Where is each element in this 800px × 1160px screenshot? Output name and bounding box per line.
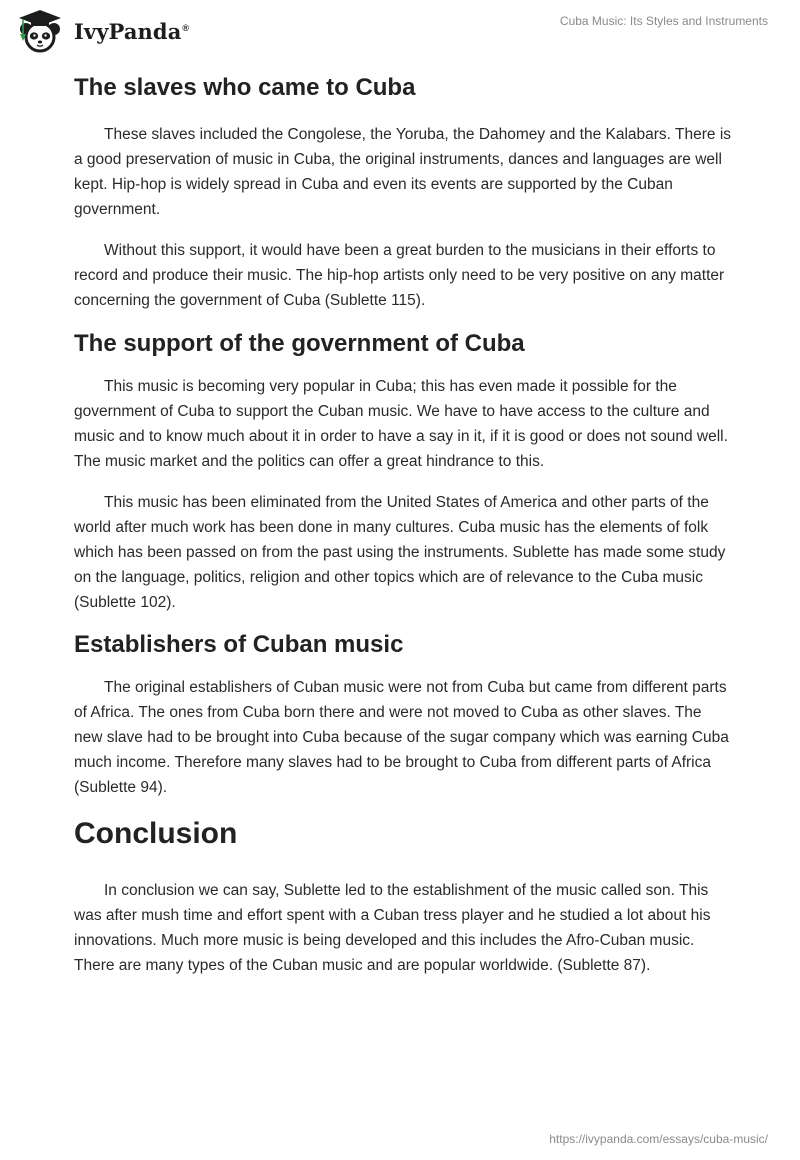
section-heading-establishers: Establishers of Cuban music xyxy=(74,631,404,658)
paragraph: This music is becoming very popular in Cuba; this has even made it possible for the government of Cuba to support the Cuban music. We have to have access to the culture and music and to know much about it in order to have a say in it, if it is good or does not sound well. The music market and the politics can offer a great hindrance to this. xyxy=(74,378,728,470)
ivypanda-logo[interactable] xyxy=(14,8,189,54)
paragraph: This music has been eliminated from the United States of America and other parts of the world after much work has been done in many cultures. Cuba music has the elements of folk which has been passed on from the past using the instruments. Sublette has made some study on the language, politics, religion and other topics which are of relevance to the Cuba music (Sublette 102). xyxy=(74,494,726,611)
essay-body xyxy=(74,70,734,978)
panda-graduate-icon xyxy=(14,8,66,54)
section-heading-conclusion: Conclusion xyxy=(74,817,238,850)
section-heading-government-support: The support of the government of Cuba xyxy=(74,330,525,357)
paragraph: The original establishers of Cuban music were not from Cuba but came from different parts of Africa. The ones from Cuba born there and were not moved to Cuba as other slaves. The new slave had to be brought into Cuba because of the sugar company which was earning Cuba much income. Therefore many slaves had to be brought to Cuba from different parts of Africa (Sublette 94). xyxy=(74,679,729,796)
paragraph: These slaves included the Congolese, the Yoruba, the Dahomey and the Kalabars. There is a good preservation of music in Cuba, the original instruments, dances and languages are well kept. Hip-hop is widely spread in Cuba and even its events are supported by the Cuban government. xyxy=(74,126,732,218)
brand-name: IvyPanda® xyxy=(74,18,190,44)
registered-mark: ® xyxy=(182,22,190,33)
document-title: Cuba Music: Its Styles and Instruments xyxy=(559,14,768,28)
paragraph: In conclusion we can say, Sublette led to the establishment of the music called son. This was after mush time and effort spent with a Cuban tress player and he studied a lot about his innovations. Much more music is being developed and this includes the Afro-Cuban music. There are many types of the Cuban music and are popular worldwide. (Sublette 87). xyxy=(74,882,711,974)
paragraph: Without this support, it would have been a great burden to the musicians in their efforts to record and produce their music. The hip-hop artists only need to be very positive on any matter concerning the government of Cuba (Sublette 115). xyxy=(74,242,725,309)
section-heading-slaves: The slaves who came to Cuba xyxy=(74,74,416,101)
page-header xyxy=(0,0,800,64)
source-url[interactable]: https://ivypanda.com/essays/cuba-music/ xyxy=(549,1132,768,1146)
